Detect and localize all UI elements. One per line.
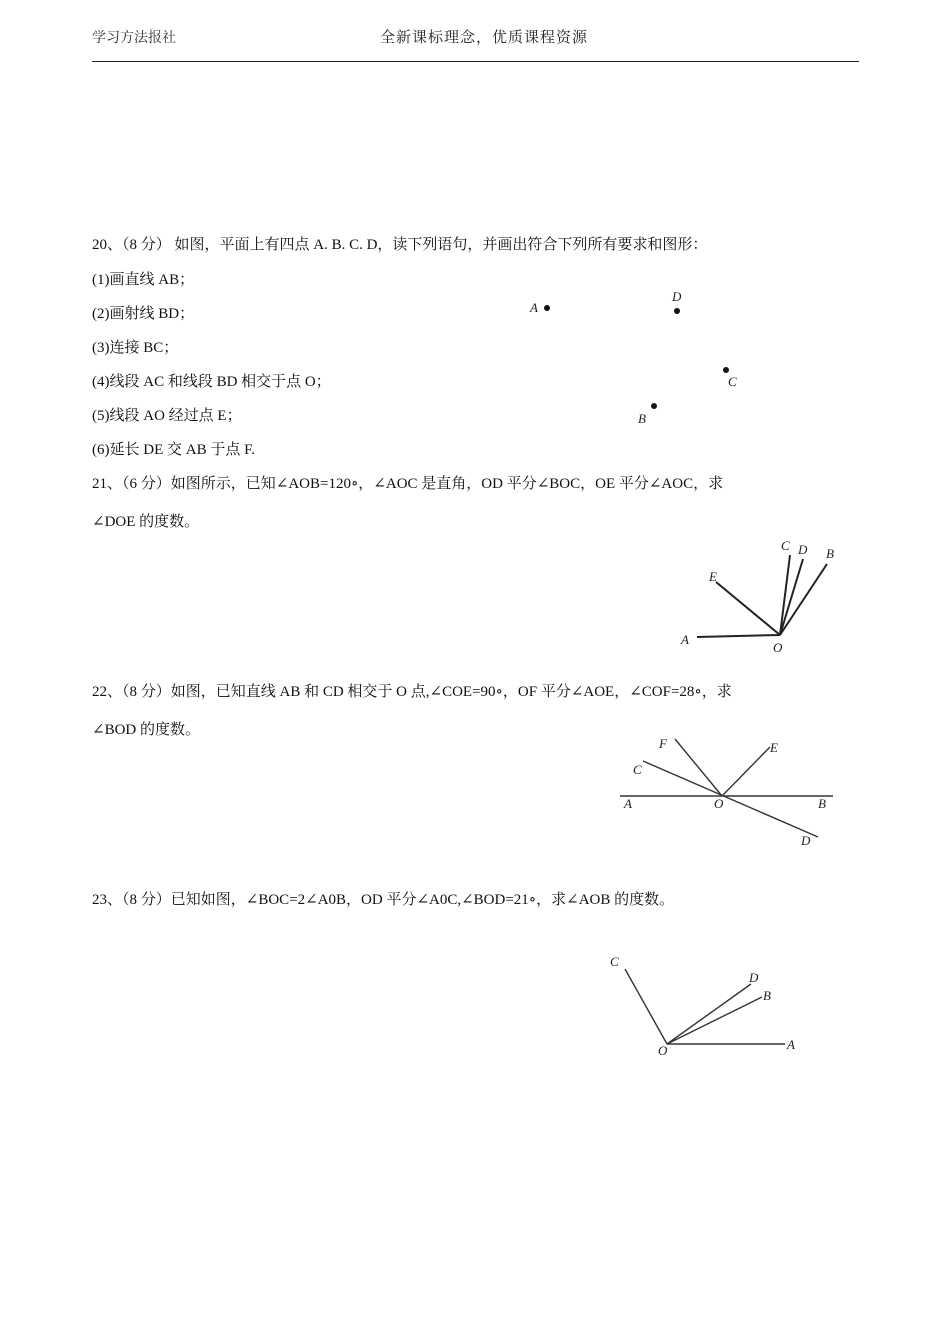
q20-item-5: (5)线段 AO 经过点 E； (92, 408, 242, 424)
q23-ray-ob (667, 997, 762, 1044)
q20-figure (520, 280, 760, 430)
q22-ray-of (675, 739, 722, 796)
q21-label-e: E (709, 569, 717, 584)
q20-item-1: (1)画直线 AB； (92, 272, 195, 288)
q21-label-o: O (773, 640, 783, 655)
q20-point-b (651, 403, 657, 409)
q22-label-e: E (770, 740, 778, 755)
q23-line-1: 23、（8 分）已知如图，∠BOC=2∠A0B，OD 平分∠A0C,∠BOD=21∘，求∠AOB 的度数。 (92, 892, 675, 908)
q20-label-d: D (672, 289, 682, 304)
header-slogan: 全新课标理念，优质课程资源 (380, 30, 589, 46)
q22-line-2: ∠BOD 的度数。 (92, 722, 200, 738)
q21-label-b: B (826, 546, 834, 561)
q22-label-c: C (633, 762, 642, 777)
q23-ray-od (667, 984, 751, 1044)
q22-label-o: O (714, 796, 724, 811)
q22-label-b: B (818, 796, 826, 811)
q21-ray-oe (716, 582, 780, 635)
header-divider (92, 61, 859, 62)
q20-item-3: (3)连接 BC； (92, 340, 179, 356)
q23-label-a: A (787, 1037, 795, 1052)
q21-figure (675, 535, 850, 660)
q21-line-2: ∠DOE 的度数。 (92, 514, 200, 530)
q22-ray-oe (722, 747, 770, 796)
q20-label-c: C (728, 374, 737, 389)
q20-item-6: (6)延长 DE 交 AB 于点 F. (92, 442, 255, 458)
q21-line-1: 21、（6 分）如图所示，已知∠AOB=120∘，∠AOC 是直角，OD 平分∠BOC，OE 平分∠AOC，求 (92, 476, 724, 492)
q22-figure (615, 730, 845, 855)
q23-label-c: C (610, 954, 619, 969)
q20-label-b: B (638, 411, 646, 426)
q21-label-c: C (781, 538, 790, 553)
q23-label-o: O (658, 1043, 668, 1058)
q22-label-a: A (624, 796, 632, 811)
q20-stem: 20、（8 分） 如图，平面上有四点 A. B. C. D，读下列语句，并画出符合下列所有要求和图形： (92, 237, 708, 253)
q23-ray-oc (625, 969, 667, 1044)
q20-point-a (544, 305, 550, 311)
q21-label-d: D (798, 542, 808, 557)
q21-ray-od (780, 559, 803, 635)
q20-point-d (674, 308, 680, 314)
header-publisher: 学习方法报社 (92, 31, 176, 46)
q22-line-1: 22、（8 分）如图，已知直线 AB 和 CD 相交于 O 点,∠COE=90∘，OF 平分∠AOE，∠COF=28∘，求 (92, 684, 732, 700)
q23-figure (605, 950, 825, 1065)
q20-item-2: (2)画射线 BD； (92, 306, 195, 322)
q22-line-cd (643, 761, 818, 837)
q21-ray-oa (697, 635, 780, 637)
q23-label-d: D (749, 970, 759, 985)
q22-label-d: D (801, 833, 811, 848)
q22-label-f: F (659, 736, 667, 751)
q21-label-a: A (681, 632, 689, 647)
q20-label-a: A (530, 300, 538, 315)
q23-label-b: B (763, 988, 771, 1003)
q20-point-c (723, 367, 729, 373)
q20-item-4: (4)线段 AC 和线段 BD 相交于点 O； (92, 374, 331, 390)
